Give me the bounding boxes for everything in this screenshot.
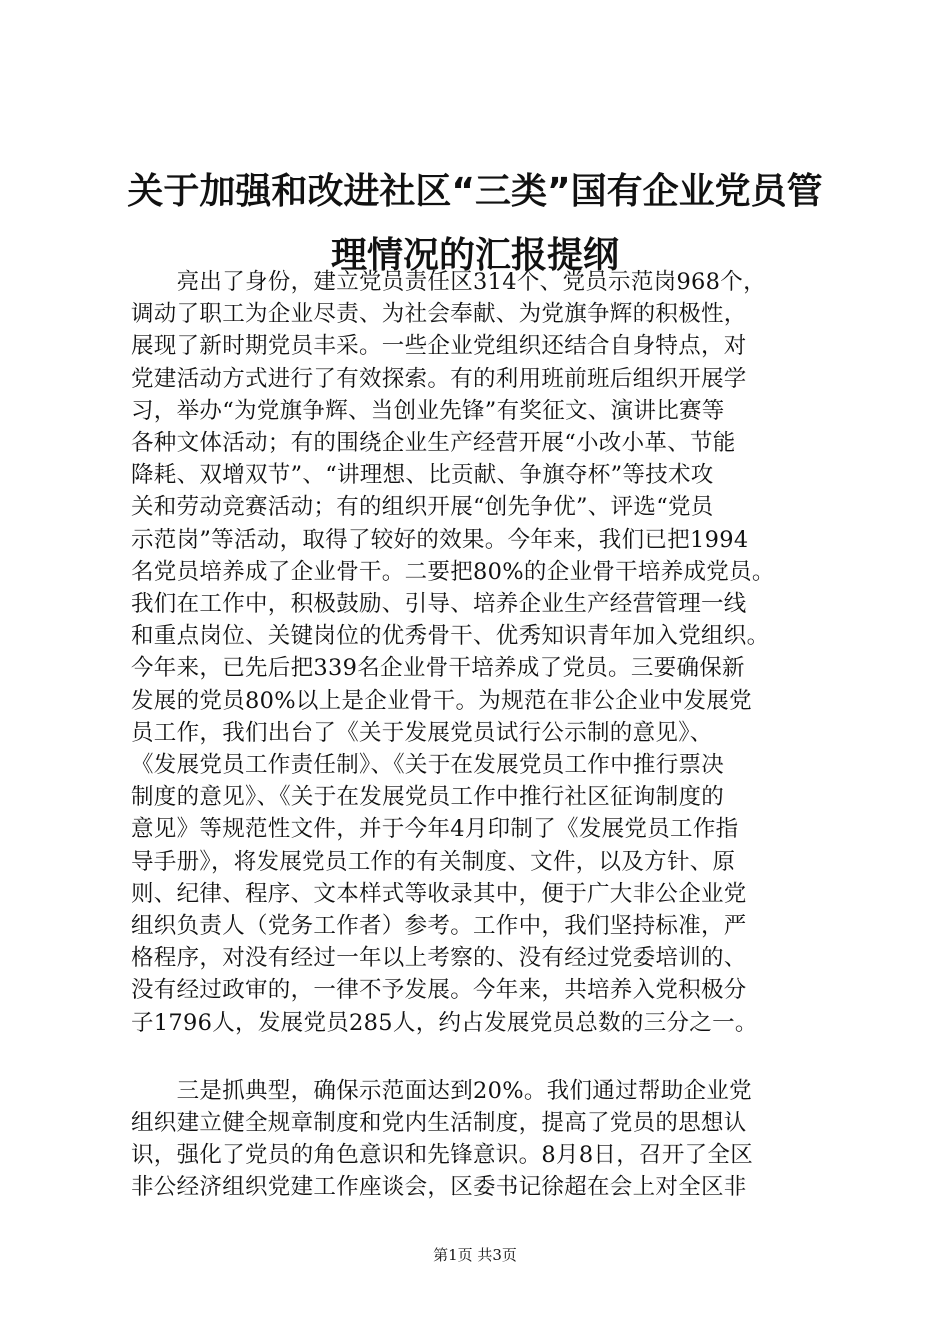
text-line: 党建活动方式进行了有效探索。有的利用班前班后组织开展学: [131, 365, 747, 392]
text-line: 关和劳动竞赛活动；有的组织开展“创先争优”、评选“党员: [131, 494, 714, 521]
text-line: 则、纪律、程序、文本样式等收录其中，便于广大非公企业党: [131, 880, 747, 907]
text-line: 子1796人，发展党员285人，约占发展党员总数的三分之一。: [131, 1009, 758, 1036]
text-line: 组织建立健全规章制度和党内生活制度，提高了党员的思想认: [131, 1110, 747, 1137]
text-line: 我们在工作中，积极鼓励、引导、培养企业生产经营管理一线: [131, 591, 747, 618]
text-line: 发展的党员80%以上是企业骨干。为规范在非公企业中发展党: [131, 687, 752, 714]
text-line: 非公经济组织党建工作座谈会，区委书记徐超在会上对全区非: [131, 1174, 747, 1201]
text-line: 识，强化了党员的角色意识和先锋意识。8月8日，召开了全区: [131, 1142, 754, 1169]
text-line: 组织负责人（党务工作者）参考。工作中，我们坚持标准，严: [131, 913, 747, 940]
document-body: [131, 266, 831, 1204]
page-footer: 第1页 共3页: [433, 1246, 517, 1264]
text-line: 三是抓典型，确保示范面达到20%。我们通过帮助企业党: [131, 1077, 752, 1104]
paragraph-2: [131, 1075, 831, 1204]
title-line: 关于加强和改进社区“三类”国有企业党员管: [127, 171, 823, 212]
text-line: 降耗、双增双节”、“讲理想、比贡献、争旗夺杯”等技术攻: [131, 462, 714, 489]
text-line: 各种文体活动；有的围绕企业生产经营开展“小改小革、节能: [131, 430, 736, 457]
text-line: 《发展党员工作责任制》、《关于在发展党员工作中推行票决: [131, 752, 725, 779]
text-line: 制度的意见》、《关于在发展党员工作中推行社区征询制度的: [131, 784, 725, 811]
title-line: 理情况的汇报提纲: [330, 235, 619, 276]
text-line: 调动了职工为企业尽责、为社会奉献、为党旗争辉的积极性，: [131, 301, 747, 328]
text-line: 习，举办“为党旗争辉、当创业先锋”有奖征文、演讲比赛等: [131, 397, 725, 424]
text-line: 示范岗”等活动，取得了较好的效果。今年来，我们已把1994: [131, 526, 749, 553]
paragraph-1: [131, 266, 831, 1039]
text-line: 和重点岗位、关键岗位的优秀骨干、优秀知识青年加入党组织。: [131, 623, 770, 650]
text-line: 格程序，对没有经过一年以上考察的、没有经过党委培训的、: [131, 945, 747, 972]
text-line: 意见》等规范性文件，并于今年4月印制了《发展党员工作指: [131, 816, 739, 843]
text-line: 亮出了身份，建立党员责任区314个、党员示范岗968个，: [131, 269, 766, 295]
text-line: 今年来，已先后把339名企业骨干培养成了党员。三要确保新: [131, 655, 745, 682]
text-line: 名党员培养成了企业骨干。二要把80%的企业骨干培养成党员。: [131, 558, 775, 585]
text-line: 导手册》，将发展党员工作的有关制度、文件，以及方针、原: [131, 848, 736, 875]
text-line: 员工作，我们出台了《关于发展党员试行公示制的意见》、: [131, 719, 713, 746]
text-line: 没有经过政审的，一律不予发展。今年来，共培养入党积极分: [131, 977, 747, 1004]
text-line: 展现了新时期党员丰采。一些企业党组织还结合自身特点，对: [131, 333, 747, 360]
